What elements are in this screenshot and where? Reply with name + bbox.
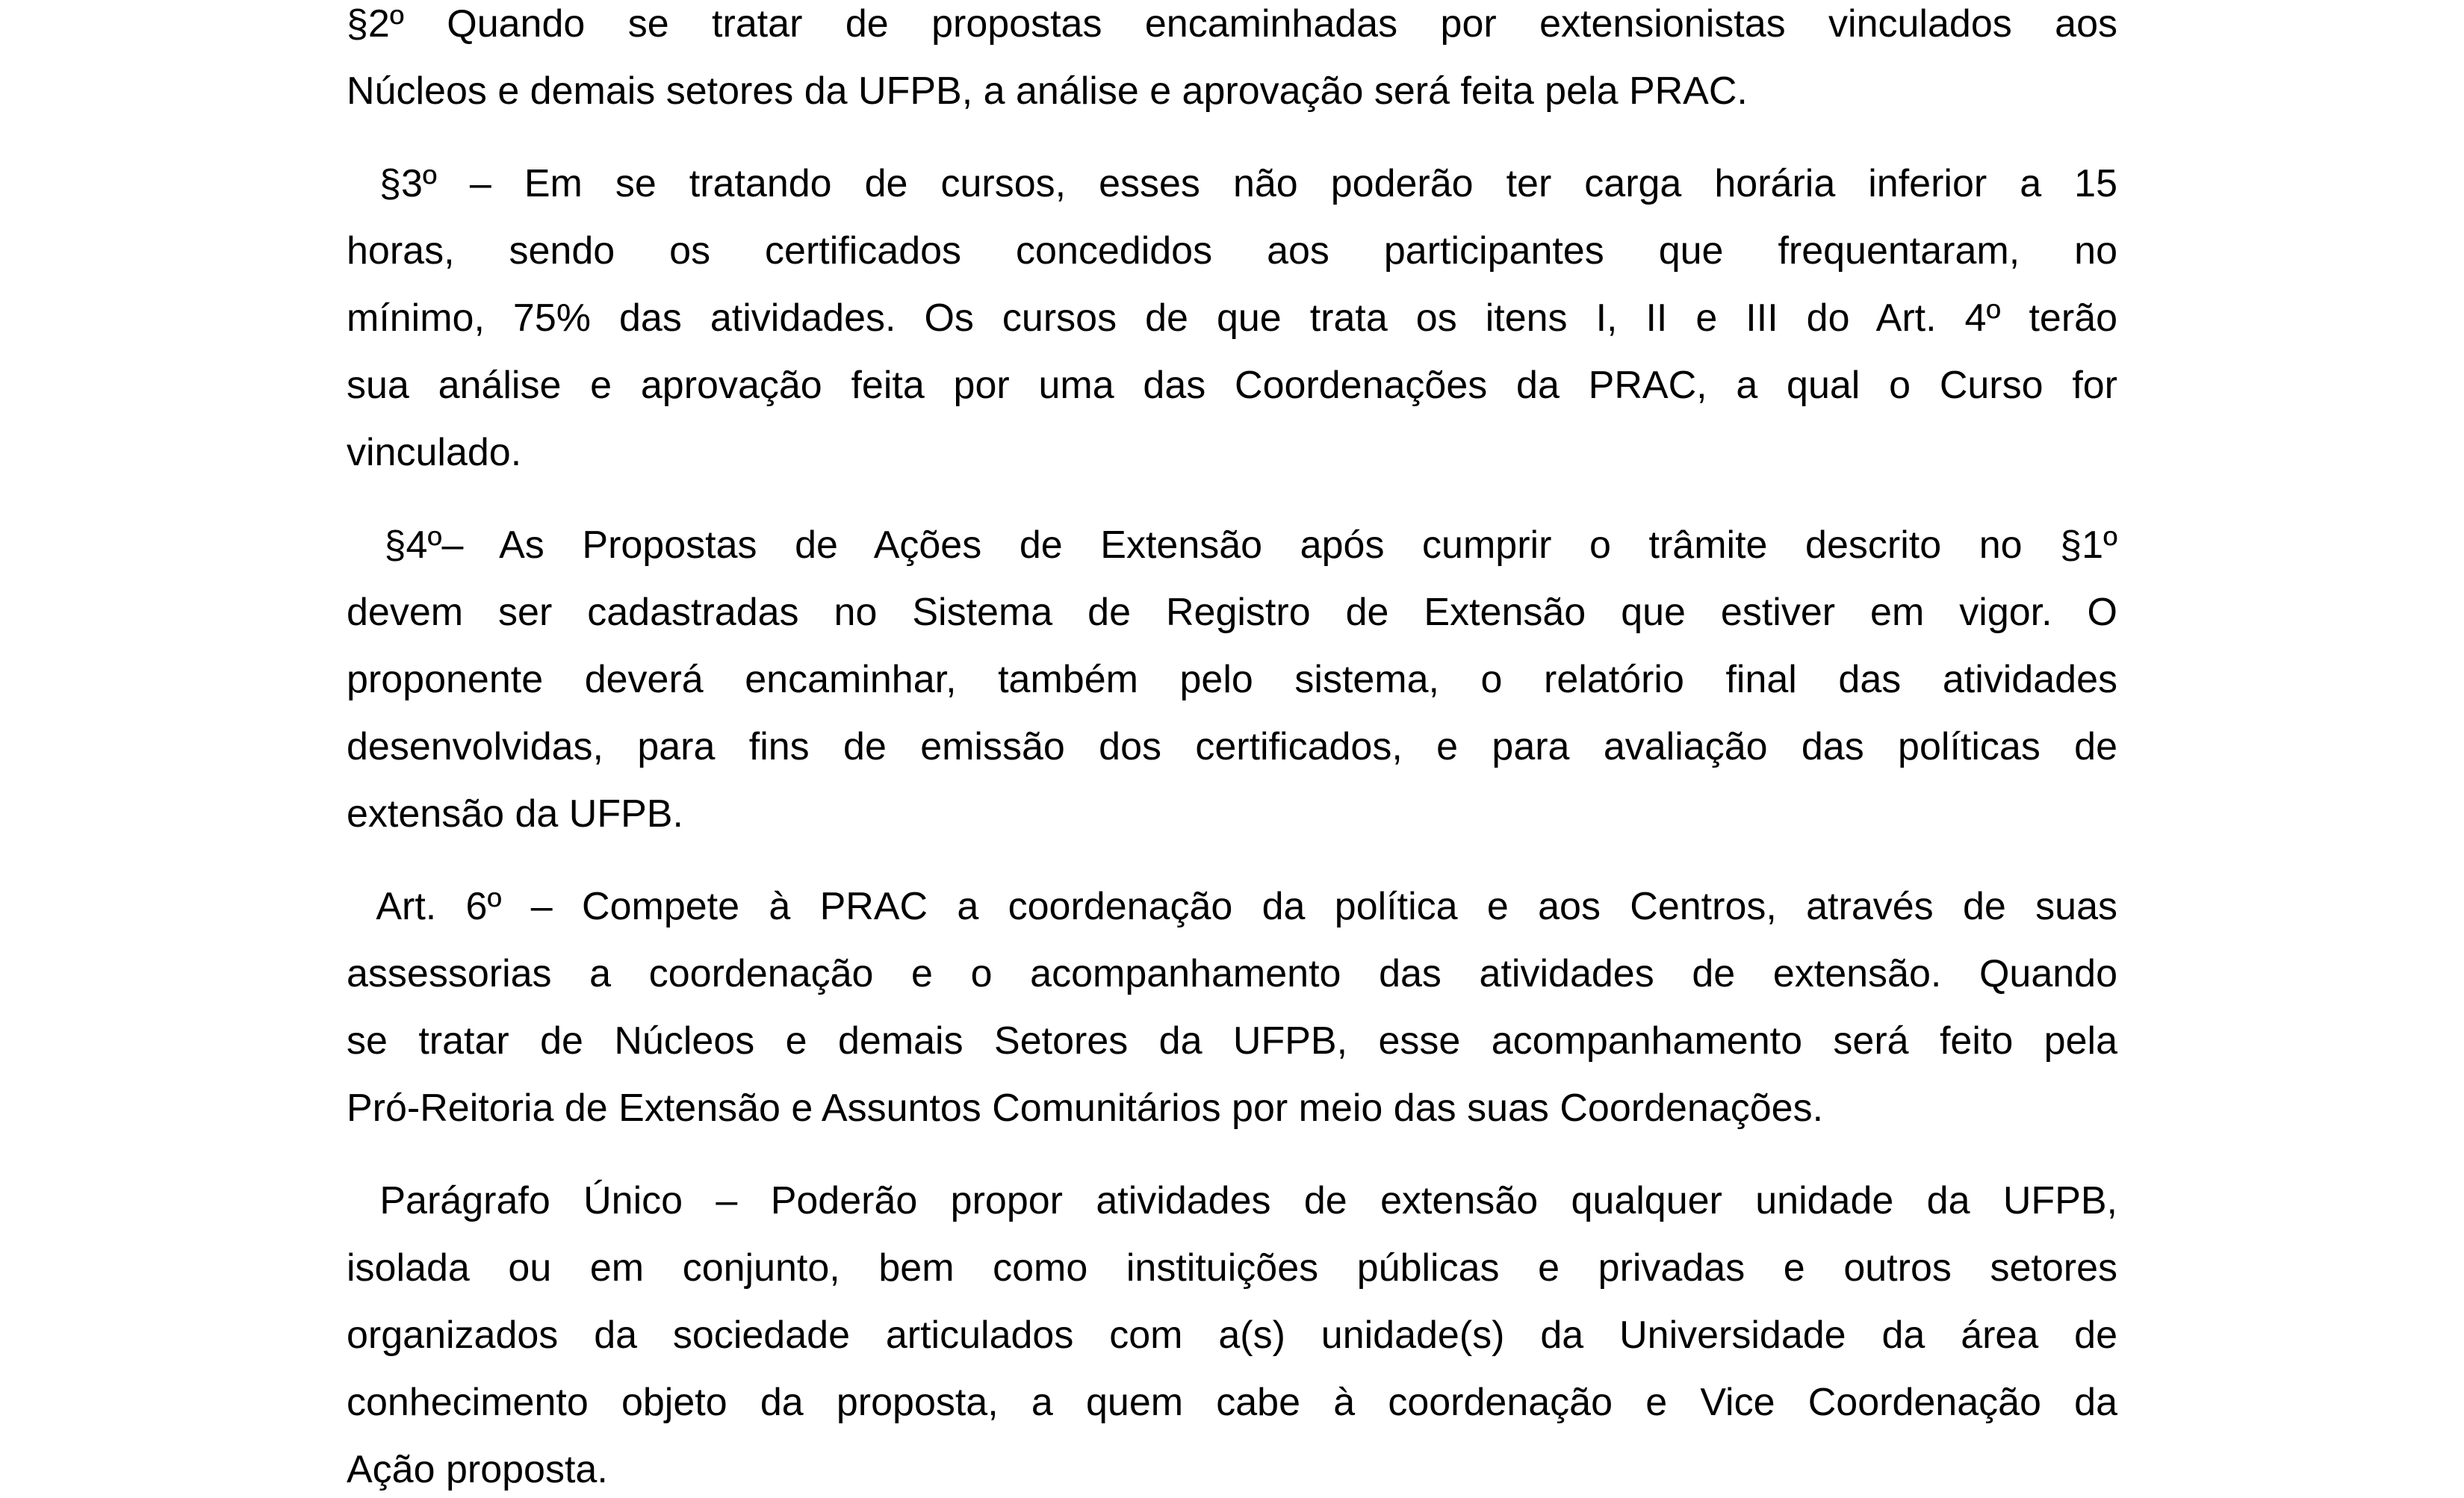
paragrafo-unico-section [347, 1167, 2117, 1498]
text-line: desenvolvidas, para fins de emissão dos certificados, e para avaliação das políticas de [347, 725, 2117, 768]
text-line: §4º– As Propostas de Ações de Extensão após cumprir o trâmite descrito no §1º [347, 523, 2117, 567]
text-line: sua análise e aprovação feita por uma das Coordenações da PRAC, a qual o Curso for [347, 364, 2117, 407]
text-line: Art. 6º – Compete à PRAC a coordenação da política e aos Centros, através de suas [347, 885, 2117, 928]
text-line: mínimo, 75% das atividades. Os cursos de que trata os itens I, II e III do Art. 4º terão [347, 296, 2117, 340]
text-line: horas, sendo os certificados concedidos aos participantes que frequentaram, no [347, 229, 2117, 273]
paragraph-section-4 [347, 512, 2117, 848]
text-line: assessorias a coordenação e o acompanhamento das atividades de extensão. Quando [347, 952, 2117, 995]
text-line: se tratar de Núcleos e demais Setores da UFPB, esse acompanhamento será feito pela [347, 1019, 2117, 1063]
text-line: Pró-Reitoria de Extensão e Assuntos Comunitários por meio das suas Coordenações. [347, 1087, 1824, 1130]
paragraph-section-3 [347, 150, 2117, 486]
text-line: §2º Quando se tratar de propostas encaminhadas por extensionistas vinculados aos [347, 2, 2117, 46]
text-line: §3º – Em se tratando de cursos, esses não poderão ter carga horária inferior a 15 [347, 162, 2118, 205]
text-line: vinculado. [347, 431, 522, 474]
text-line: devem ser cadastradas no Sistema de Registro de Extensão que estiver em vigor. O [347, 591, 2117, 634]
text-line: Núcleos e demais setores da UFPB, a análise e aprovação será feita pela PRAC. [347, 69, 1748, 113]
document-text-block [347, 0, 2117, 1498]
article-6-section [347, 873, 2117, 1142]
text-line: proponente deverá encaminhar, também pelo sistema, o relatório final das atividades [347, 658, 2117, 701]
text-line: Parágrafo Único – Poderão propor atividades de extensão qualquer unidade da UFPB, [347, 1179, 2118, 1222]
text-line: organizados da sociedade articulados com a(s) unidade(s) da Universidade da área de [347, 1314, 2117, 1357]
paragraph-section-2 [347, 0, 2117, 125]
text-line: conhecimento objeto da proposta, a quem cabe à coordenação e Vice Coordenação da [347, 1381, 2117, 1424]
text-line: extensão da UFPB. [347, 792, 683, 836]
text-line: Ação proposta. [347, 1448, 608, 1491]
text-line: isolada ou em conjunto, bem como instituições públicas e privadas e outros setores [347, 1246, 2117, 1290]
